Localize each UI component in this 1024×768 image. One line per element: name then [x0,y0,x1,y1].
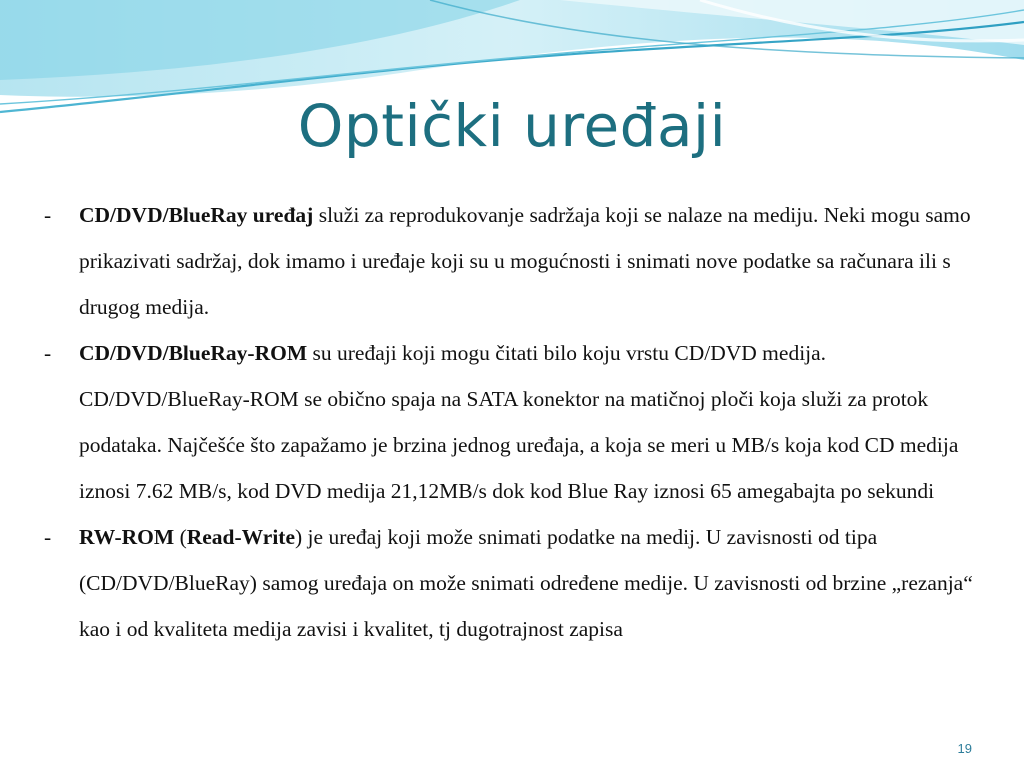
slide-content [44,192,994,652]
bullet-text-paren: ( [174,525,187,549]
page-number: 19 [957,741,972,756]
bullet-marker: - [44,203,52,227]
bullet-term: CD/DVD/BlueRay uređaj [79,203,314,227]
bullet-item [44,514,994,652]
bullet-item [44,192,994,330]
bullet-text: ) je uređaj koji može snimati podatke na medij. U zavisnosti od tipa (CD/DVD/BlueRay) samog uređaja on može snimati određene medije. U zavisnosti od brzine „rezanja“ kao i od kvaliteta medija zavisi i kvalitet, tj dugotrajnost zapisa [79,525,973,641]
bullet-term: RW-ROM [79,525,175,549]
slide-title: Optički uređaji [297,92,727,160]
bullet-text: služi za reprodukovanje sadržaja koji se nalaze na mediju. Neki mogu samo prikazivati sadržaj, dok imamo i uređaje koji su u mogućnosti i snimati nove podatke sa računara ili s drugog medija. [79,203,971,319]
bullet-term-secondary: Read-Write [186,525,296,549]
bullet-item [44,330,994,514]
bullet-text: su uređaji koji mogu čitati bilo koju vrstu CD/DVD medija. CD/DVD/BlueRay-ROM se obično spaja na SATA konektor na matičnoj ploči koja služi za protok podataka. Najčešće što zapažamo je brzina jednog uređaja, a koja se meri u MB/s koja kod CD medija iznosi 7.62 MB/s, kod DVD medija 21,12MB/s dok kod Blue Ray iznosi 65 amegabajta po sekundi [79,341,959,503]
bullet-term: CD/DVD/BlueRay-ROM [79,341,308,365]
bullet-marker: - [44,525,52,549]
bullet-marker: - [44,341,52,365]
